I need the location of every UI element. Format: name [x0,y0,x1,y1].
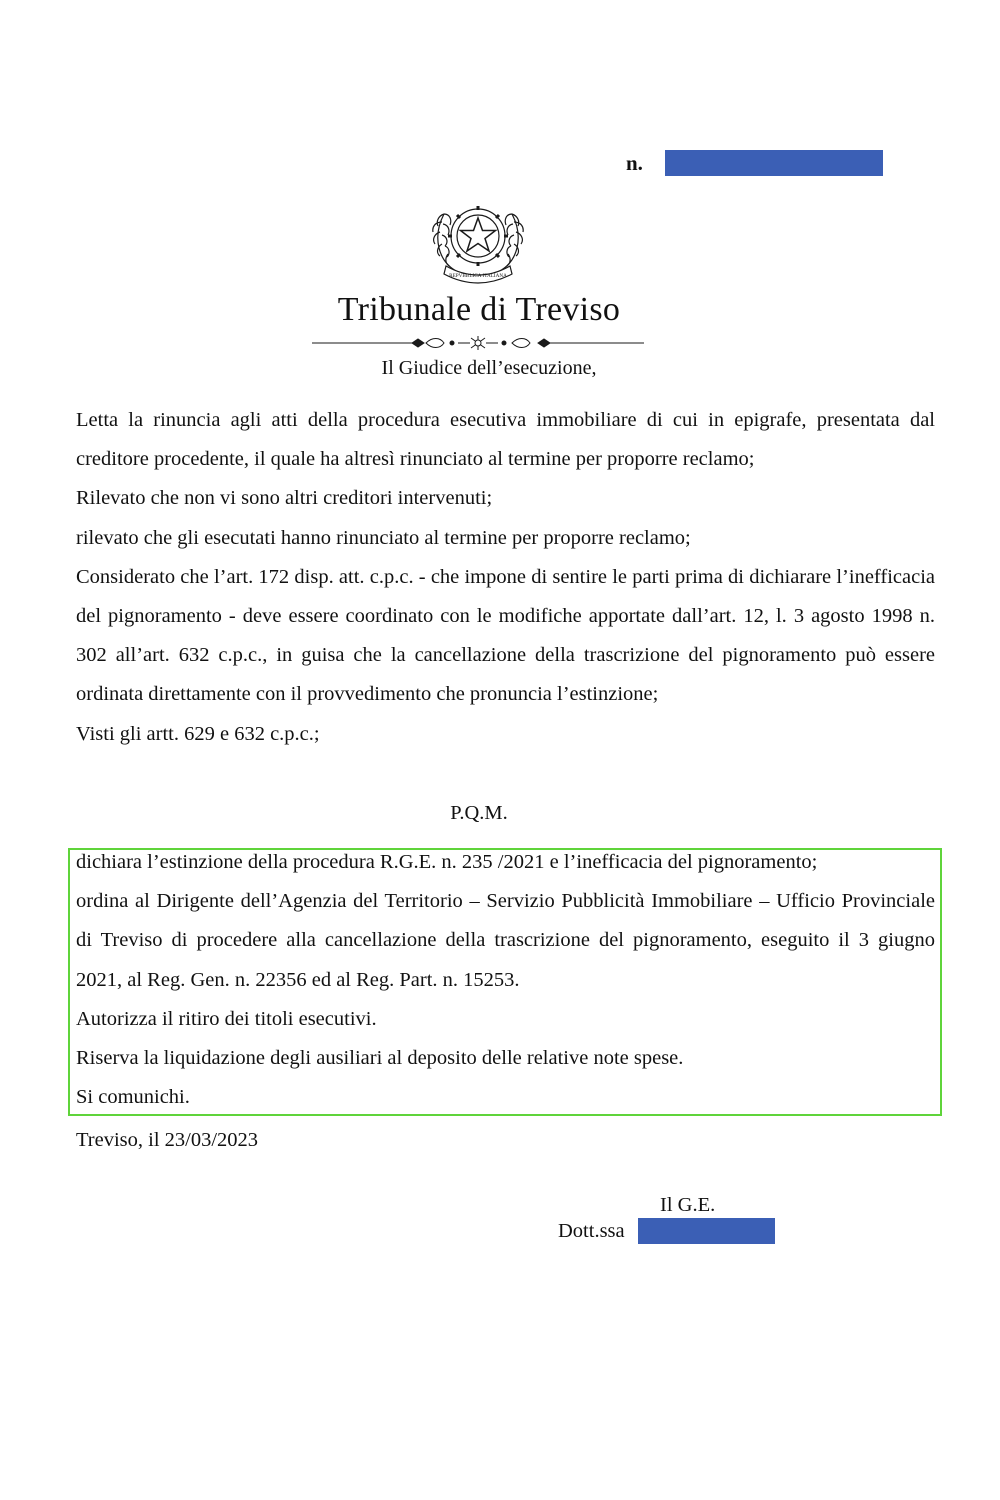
pqm-heading: P.Q.M. [450,802,508,824]
premise-paragraph: rilevato che gli esecutati hanno rinunciato al termine per proporre reclamo; [76,526,691,549]
signature-title: Dott.ssa [558,1220,625,1242]
ruling-paragraph: ordina al Dirigente dell’Agenzia del Territorio – Servizio Pubblicità Immobiliare – Ufficio Provinciale di Treviso di procedere alla cancellazione della trascrizione del pignoramento, eseguito il 3 giugno 2021, al Reg. Gen. n. 22356 ed al Reg. Part. n. 15253. [76,890,935,991]
emblem-motto-text: REPVBBLICA ITALIANA [449,273,507,279]
premises-section [76,401,935,754]
premise-paragraph: Considerato che l’art. 172 disp. att. c.p.c. - che impone di sentire le parti prima di dichiarare l’inefficacia del pignoramento - deve essere coordinato con le modifiche apportate dall’art. 12, l. 3 agosto 1998 n. 302 all’art. 632 c.p.c., in guisa che la cancellazione della trascrizione del pignoramento può essere ordinata direttamente con il provvedimento che pronuncia l’estinzione; [76,565,935,706]
place-date-line: Treviso, il 23/03/2023 [76,1129,259,1151]
judge-heading: Il Giudice dell’esecuzione, [381,357,597,379]
ornamental-divider [312,335,644,351]
signature-role: Il G.E. [660,1194,716,1216]
premise-paragraph: Letta la rinuncia agli atti della procedura esecutiva immobiliare di cui in epigrafe, presentata dal creditore procedente, il quale ha altresì rinunciato al termine per proporre reclamo; [76,409,935,471]
signature-name [558,1218,625,1244]
redacted-name-block [638,1218,775,1244]
ruling-paragraph: dichiara l’estinzione della procedura R.G.E. n. 235 /2021 e l’inefficacia del pignoramento; [76,851,818,873]
premise-paragraph: Rilevato che non vi sono altri creditori intervenuti; [76,487,493,510]
document-number [626,150,643,176]
ruling-paragraph: Riserva la liquidazione degli ausiliari al deposito delle relative note spese. [76,1047,684,1070]
ruling-section [76,843,935,1117]
ruling-paragraph: Autorizza il ritiro dei titoli esecutivi. [76,1007,377,1030]
redacted-number-block [665,150,883,176]
document-number-label: n. [626,151,643,175]
premise-paragraph: Visti gli artt. 629 e 632 c.p.c.; [76,722,320,745]
ruling-paragraph: Si comunichi. [76,1086,190,1109]
italian-republic-emblem-icon [428,192,528,286]
court-title: Tribunale di Treviso [337,291,621,328]
